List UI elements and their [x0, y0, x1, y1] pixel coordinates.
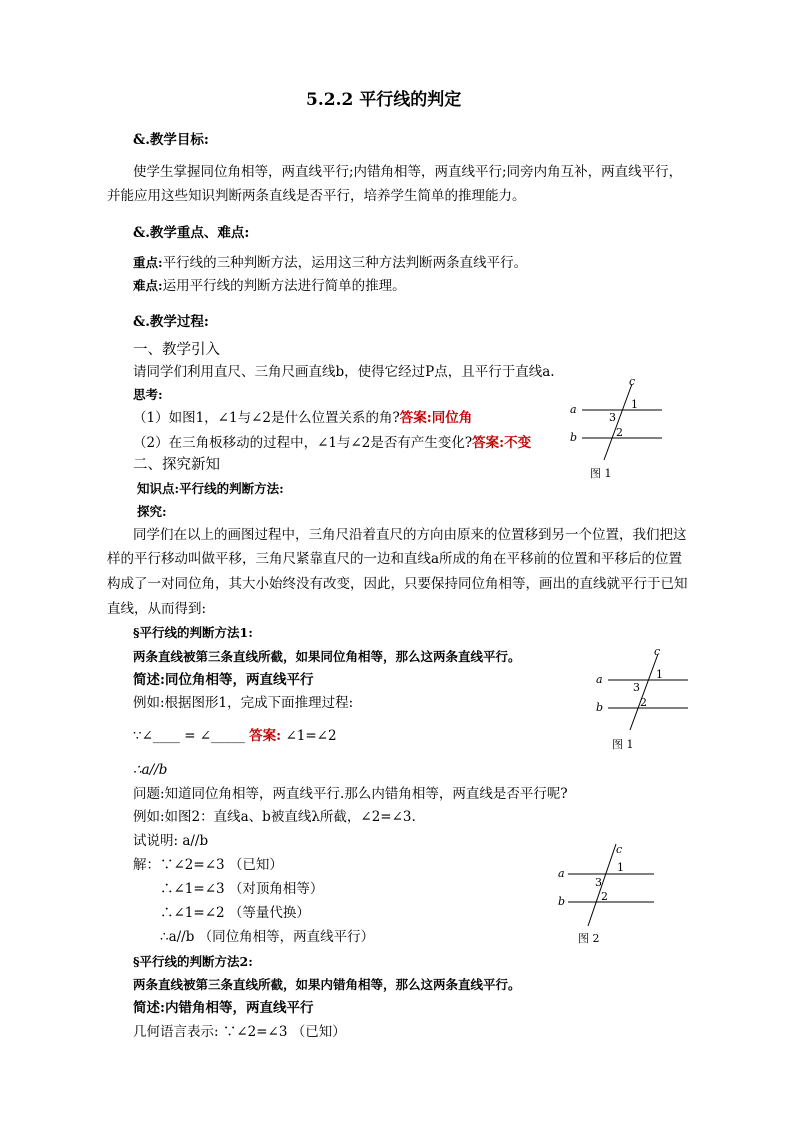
intro-text: 请同学们利用直尺、三角尺画直线b，使得它经过P点，且平行于直线a. — [133, 364, 555, 380]
label-b: b — [570, 431, 578, 444]
goal-line-1: 使学生掌握同位角相等，两直线平行;内错角相等，两直线平行;同旁内角互补，两直线平行， — [133, 164, 683, 180]
question-2: （2）在三角板移动的过程中，∠1与∠2是否有产生变化?答案:不变 — [133, 435, 532, 451]
paragraph-line-4: 直线，从而得到: — [107, 601, 207, 617]
angle-2: 2 — [616, 426, 623, 439]
angle-2: 2 — [601, 890, 608, 903]
label-c: c — [654, 645, 661, 658]
ex1-answer-label: 答案: — [249, 728, 282, 744]
think-label: 思考: — [133, 387, 163, 402]
section-process-heading: &.教学过程: — [133, 314, 209, 330]
example-2-try: 试说明: a//b — [133, 833, 209, 849]
example-2: 例如:如图2：直线a、b被直线λ所截，∠2=∠3. — [133, 809, 416, 825]
example-1: 例如:根据图形1，完成下面推理过程: — [133, 695, 354, 711]
example-1-fill: ∵∠____ = ∠_____ 答案: ∠1=∠2 — [133, 728, 337, 744]
paragraph-line-1: 同学们在以上的画图过程中，三角尺沿着直尺的方向由原来的位置移到另一个位置，我们把这 — [133, 527, 687, 543]
label-c: c — [629, 375, 636, 388]
angle-3: 3 — [609, 411, 616, 424]
example-1-conclusion: ∴a//b — [133, 762, 168, 778]
paragraph-line-2: 样的平行移动叫做平移，三角尺紧靠直尺的一边和直线a所成的角在平移前的位置和平移后的位置 — [107, 551, 683, 567]
q1-answer: 同位角 — [431, 410, 473, 426]
angle-3: 3 — [595, 876, 602, 889]
angle-1: 1 — [631, 398, 638, 411]
diff-text: 运用平行线的判断方法进行简单的推理。 — [162, 278, 406, 294]
key-point — [133, 254, 527, 272]
figure-1 — [560, 374, 680, 488]
heading-intro: 一、教学引入 — [133, 342, 220, 358]
section-goal-heading: &.教学目标: — [133, 132, 209, 148]
method-2-brief: 简述:内错角相等，两直线平行 — [133, 1000, 314, 1016]
page-title: 5.2.2 平行线的判定 — [306, 90, 462, 110]
figure-1-repeat-caption: 图 1 — [612, 738, 634, 751]
figure-2 — [550, 838, 670, 954]
label-b: b — [596, 701, 604, 714]
ex1-answer: ∠1=∠2 — [285, 728, 337, 744]
goal-line-2: 并能应用这些知识判断两条直线是否平行，培养学生简单的推理能力。 — [107, 188, 526, 204]
question-1: （1）如图1，∠1与∠2是什么位置关系的角?答案:同位角 — [133, 410, 473, 426]
figure-1-repeat — [590, 644, 710, 758]
paragraph-line-3: 构成了一对同位角，其大小始终没有改变，因此，只要保持同位角相等，画出的直线就平行于已知 — [107, 576, 688, 592]
angle-2: 2 — [640, 696, 647, 709]
angle-1: 1 — [617, 861, 624, 874]
method-2-text: 两条直线被第三条直线所截，如果内错角相等，那么这两条直线平行。 — [133, 977, 521, 992]
key-label: 重点: — [133, 255, 163, 270]
figure-1-caption: 图 1 — [590, 467, 612, 480]
angle-1: 1 — [656, 668, 663, 681]
method-1-text: 两条直线被第三条直线所截，如果同位角相等，那么这两条直线平行。 — [133, 649, 521, 664]
knowledge-point: 知识点:平行线的判断方法: — [137, 481, 284, 496]
method-2-title: §平行线的判断方法2: — [133, 954, 253, 969]
q1-answer-label: 答案: — [399, 410, 432, 426]
q2-answer-label: 答案: — [472, 435, 505, 451]
difficult-point — [133, 277, 406, 295]
solution-step-2: ∴∠1=∠3 （对顶角相等） — [160, 881, 324, 897]
label-a: a — [558, 867, 565, 880]
method-1-title: §平行线的判断方法1: — [133, 625, 253, 640]
label-a: a — [596, 673, 603, 686]
question-text: 问题:知道同位角相等，两直线平行.那么内错角相等，两直线是否平行呢? — [133, 786, 568, 802]
method-1-brief: 简述:同位角相等，两直线平行 — [133, 672, 314, 688]
key-text: 平行线的三种判断方法，运用这三种方法判断两条直线平行。 — [162, 255, 528, 271]
label-a: a — [570, 403, 577, 416]
heading-explore: 二、探究新知 — [133, 457, 220, 473]
q2-answer: 不变 — [504, 435, 532, 451]
label-c: c — [616, 843, 623, 856]
geometry-language: 几何语言表示: ∵∠2=∠3 （已知） — [133, 1024, 346, 1040]
label-b: b — [558, 895, 566, 908]
figure-2-caption: 图 2 — [578, 932, 600, 945]
solution-step-1: 解：∵∠2=∠3 （已知） — [133, 857, 283, 873]
section-key-heading: &.教学重点、难点: — [133, 225, 250, 241]
solution-step-4: ∴a//b （同位角相等，两直线平行） — [160, 929, 375, 945]
explore-label: 探究: — [137, 504, 167, 519]
solution-step-3: ∴∠1=∠2 （等量代换） — [160, 905, 310, 921]
diff-label: 难点: — [133, 278, 163, 293]
angle-3: 3 — [633, 681, 640, 694]
